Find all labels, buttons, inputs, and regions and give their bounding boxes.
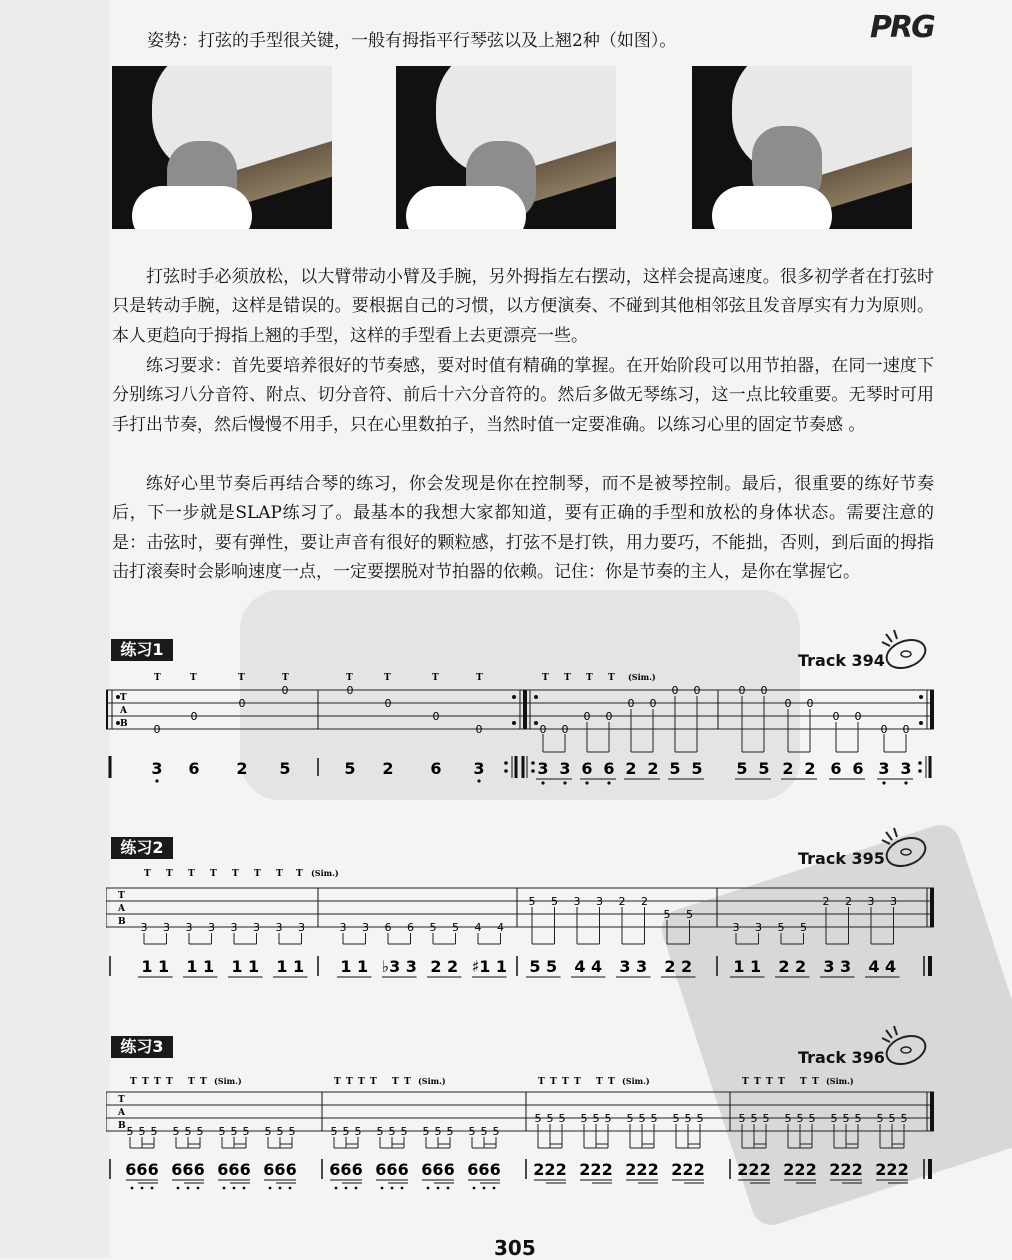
t-mark: T [346, 1077, 353, 1087]
t-mark: T [404, 1077, 411, 1087]
tab-fret: 5 [150, 1125, 158, 1138]
exercise-1-jianpu [106, 752, 934, 792]
jianpu-group: 666 [375, 1160, 409, 1179]
jianpu-note: 5 [669, 759, 681, 778]
tab-fret: 5 [376, 1125, 384, 1138]
exercise-3-label: 练习3 [111, 1036, 173, 1058]
tab-fret: 5 [558, 1112, 566, 1125]
low-octave-dot [289, 1187, 292, 1190]
t-mark: T [190, 673, 197, 683]
jianpu-pair: ♭3 3 [381, 957, 417, 976]
tab-fret: 5 [288, 1125, 296, 1138]
low-octave-dot [427, 1187, 430, 1190]
tab-fret: 0 [832, 710, 840, 723]
low-octave-dot [391, 1187, 394, 1190]
tab-fret: 5 [830, 1112, 838, 1125]
tab-letter: B [120, 719, 128, 729]
jianpu-note: 2 [804, 759, 816, 778]
tab-fret: 6 [384, 921, 392, 934]
tab-fret: 0 [627, 697, 635, 710]
jianpu-note: 3 [900, 759, 912, 778]
t-mark: T [210, 869, 217, 879]
jianpu-pair: 4 4 [868, 957, 897, 976]
cd-icon [880, 628, 930, 672]
tab-fret: 3 [163, 921, 170, 934]
tab-fret: 5 [196, 1125, 204, 1138]
tab-fret: 3 [253, 921, 260, 934]
jianpu-note: 6 [830, 759, 842, 778]
exercise-1-label: 练习1 [111, 639, 173, 661]
tab-fret: 0 [671, 684, 679, 697]
tab-fret: 5 [342, 1125, 350, 1138]
jianpu-pair: 3 3 [823, 957, 852, 976]
photo-thumb-parallel [112, 66, 332, 229]
tab-fret: 3 [867, 895, 875, 908]
tab-fret: 5 [218, 1125, 226, 1138]
track-394-label: Track 394 [798, 651, 885, 670]
tab-fret: 3 [208, 921, 215, 934]
jianpu-note: 2 [782, 759, 794, 778]
tab-fret: 5 [330, 1125, 338, 1138]
page-number: 305 [494, 1236, 536, 1260]
exercise-2-label: 练习2 [111, 837, 173, 859]
tab-fret: 0 [760, 684, 768, 697]
t-mark: T [130, 1077, 137, 1087]
jianpu-pair: 1 1 [733, 957, 762, 976]
low-octave-dot [187, 1187, 190, 1190]
sim-label: (Sim.) [826, 1076, 854, 1086]
tab-fret: 0 [583, 710, 591, 723]
t-mark: T [800, 1077, 807, 1087]
t-mark: T [476, 673, 483, 683]
t-mark: T [346, 673, 353, 683]
jianpu-group: 222 [783, 1160, 817, 1179]
t-mark: T [392, 1077, 399, 1087]
sim-label: (Sim.) [628, 672, 656, 682]
jianpu-note: 5 [691, 759, 703, 778]
tab-fret: 5 [663, 908, 671, 921]
t-mark: T [370, 1077, 377, 1087]
paragraph-3: 练好心里节奏后再结合琴的练习，你会发现是你在控制琴，而不是被琴控制。最后，很重要的练好节奏后，下一步就是SLAP练习了。最基本的我想大家都知道，要有正确的手型和放松的身体状态。需要注意的是：击弦时，要有弹性，要让声音有很好的颗粒感，打弦不是打铁，用力要巧，不能拙，否则，到后面的拇指击打滚奏时会影响速度一点，一定要摆脱对节拍器的依赖。记住：你是节奏的主人，是你在掌握它。 [112, 474, 934, 582]
tab-fret: 3 [140, 921, 148, 934]
jianpu-group: 222 [579, 1160, 613, 1179]
low-octave-dot [279, 1187, 282, 1190]
tab-fret: 5 [738, 1112, 746, 1125]
jianpu-group: 666 [217, 1160, 251, 1179]
tab-fret: 0 [880, 723, 888, 736]
jianpu-note: 5 [344, 759, 356, 778]
t-mark: T [542, 673, 549, 683]
jianpu-note: 5 [758, 759, 770, 778]
jianpu-pair: 2 2 [778, 957, 807, 976]
tab-fret: 0 [432, 710, 440, 723]
low-octave-dot [269, 1187, 272, 1190]
tab-fret: 0 [153, 723, 161, 736]
tab-fret: 5 [762, 1112, 770, 1125]
tab-letter: T [118, 891, 125, 901]
tab-fret: 5 [400, 1125, 408, 1138]
low-octave-dot [483, 1187, 486, 1190]
jianpu-note: 6 [430, 759, 442, 778]
tab-fret: 5 [276, 1125, 284, 1138]
tab-fret: 5 [684, 1112, 692, 1125]
tab-fret: 5 [638, 1112, 646, 1125]
jianpu-group: 666 [467, 1160, 501, 1179]
t-mark: T [358, 1077, 365, 1087]
tab-fret: 5 [230, 1125, 238, 1138]
tab-fret: 5 [184, 1125, 192, 1138]
sim-label: (Sim.) [418, 1076, 446, 1086]
track-395-label: Track 395 [798, 849, 885, 868]
low-octave-dot [473, 1187, 476, 1190]
jianpu-note: 3 [878, 759, 890, 778]
paragraph-2: 练习要求：首先要培养很好的节奏感，要对时值有精确的掌握。在开始阶段可以用节拍器，在同一速度下分别练习八分音符、附点、切分音符、前后十六分音符的。然后多做无琴练习，这一点比较重要。无琴时可用手打出节奏，然后慢慢不用手，只在心里数拍子，当然时值一定要准确。以练习心里的固定节奏感 。 [112, 356, 934, 435]
t-mark: T [276, 869, 283, 879]
tab-fret: 3 [362, 921, 369, 934]
tab-fret: 2 [618, 895, 626, 908]
sim-label: (Sim.) [311, 868, 339, 878]
jianpu-group: 666 [125, 1160, 159, 1179]
jianpu-pair: 1 1 [276, 957, 305, 976]
tab-fret: 0 [281, 684, 289, 697]
t-mark: T [432, 673, 439, 683]
tab-fret: 5 [534, 1112, 542, 1125]
cd-icon [880, 826, 930, 870]
t-mark: T [144, 869, 151, 879]
tab-fret: 5 [551, 895, 558, 908]
jianpu-group: 222 [533, 1160, 567, 1179]
t-mark: T [586, 673, 593, 683]
tab-fret: 0 [561, 723, 569, 736]
tab-fret: 5 [777, 921, 785, 934]
jianpu-note: 5 [736, 759, 748, 778]
low-octave-dot [131, 1187, 134, 1190]
tab-fret: 5 [242, 1125, 250, 1138]
t-mark: T [778, 1077, 785, 1087]
t-mark: T [812, 1077, 819, 1087]
low-octave-dot [345, 1187, 348, 1190]
jianpu-note: 6 [581, 759, 593, 778]
low-octave-dot [141, 1187, 144, 1190]
tab-fret: 5 [528, 895, 536, 908]
jianpu-pair: 3 3 [619, 957, 648, 976]
sim-label: (Sim.) [622, 1076, 650, 1086]
tab-fret: 3 [755, 921, 762, 934]
low-octave-dot [243, 1187, 246, 1190]
tab-fret: 5 [900, 1112, 908, 1125]
tab-fret: 5 [626, 1112, 634, 1125]
photo-thumb-raised [692, 66, 912, 229]
tab-fret: 3 [298, 921, 305, 934]
tab-fret: 3 [573, 895, 581, 908]
tab-fret: 5 [388, 1125, 396, 1138]
tab-fret: 5 [468, 1125, 476, 1138]
tab-fret: 0 [693, 684, 701, 697]
tab-fret: 5 [800, 921, 807, 934]
tab-fret: 5 [354, 1125, 362, 1138]
jianpu-note: 3 [537, 759, 549, 778]
tab-fret: 2 [641, 895, 648, 908]
tab-fret: 0 [238, 697, 246, 710]
t-mark: T [166, 1077, 173, 1087]
t-mark: T [296, 869, 303, 879]
t-mark: T [564, 673, 571, 683]
t-mark: T [282, 673, 289, 683]
tab-fret: 0 [475, 723, 483, 736]
tab-fret: 0 [605, 710, 613, 723]
tab-fret: 5 [434, 1125, 442, 1138]
tab-fret: 5 [480, 1125, 488, 1138]
t-mark: T [766, 1077, 773, 1087]
tab-fret: 5 [650, 1112, 658, 1125]
low-octave-dot [401, 1187, 404, 1190]
tab-fret: 5 [429, 921, 437, 934]
t-mark: T [188, 869, 195, 879]
low-octave-dot [381, 1187, 384, 1190]
tab-fret: 5 [888, 1112, 896, 1125]
tab-fret: 5 [446, 1125, 454, 1138]
t-mark: T [200, 1077, 207, 1087]
t-mark: T [608, 1077, 615, 1087]
tab-fret: 3 [185, 921, 193, 934]
jianpu-group: 666 [421, 1160, 455, 1179]
t-mark: T [742, 1077, 749, 1087]
tab-fret: 3 [890, 895, 897, 908]
tab-fret: 5 [452, 921, 459, 934]
tab-fret: 6 [407, 921, 414, 934]
tab-fret: 5 [876, 1112, 884, 1125]
t-mark: T [596, 1077, 603, 1087]
jianpu-group: 222 [625, 1160, 659, 1179]
low-octave-dot [355, 1187, 358, 1190]
tab-fret: 2 [845, 895, 852, 908]
tab-fret: 3 [339, 921, 347, 934]
tab-fret: 5 [784, 1112, 792, 1125]
low-octave-dot [437, 1187, 440, 1190]
corner-logo: PRG [870, 10, 934, 45]
tab-fret: 0 [384, 697, 392, 710]
tab-fret: 5 [422, 1125, 430, 1138]
tab-fret: 5 [854, 1112, 862, 1125]
tab-fret: 5 [796, 1112, 804, 1125]
paragraph-1: 打弦时手必须放松，以大臂带动小臂及手腕，另外拇指左右摆动，这样会提高速度。很多初学者在打弦时只是转动手腕，这样是错误的。要根据自己的习惯，以方便演奏、不碰到其他相邻弦且发音厚实有力为原则。本人更趋向于拇指上翘的手型，这样的手型看上去更漂亮一些。 [112, 267, 934, 346]
tab-fret: 3 [596, 895, 603, 908]
tab-fret: 0 [854, 710, 862, 723]
exercise-2-jianpu [106, 952, 934, 986]
cd-icon [880, 1024, 930, 1068]
jianpu-note: 6 [852, 759, 864, 778]
jianpu-group: 222 [671, 1160, 705, 1179]
jianpu-note: 3 [151, 759, 163, 778]
jianpu-group: 222 [829, 1160, 863, 1179]
tab-fret: 5 [492, 1125, 500, 1138]
jianpu-pair: 2 2 [664, 957, 693, 976]
low-octave-dot [223, 1187, 226, 1190]
t-mark: T [562, 1077, 569, 1087]
t-mark: T [188, 1077, 195, 1087]
jianpu-note: 2 [647, 759, 659, 778]
jianpu-group: 666 [329, 1160, 363, 1179]
tab-fret: 5 [842, 1112, 850, 1125]
t-mark: T [574, 1077, 581, 1087]
tab-fret: 5 [696, 1112, 704, 1125]
tab-fret: 0 [902, 723, 910, 736]
tab-fret: 5 [604, 1112, 612, 1125]
jianpu-pair: 1 1 [340, 957, 369, 976]
jianpu-note: 6 [603, 759, 615, 778]
t-mark: T [754, 1077, 761, 1087]
jianpu-pair: 5 5 [529, 957, 558, 976]
t-mark: T [238, 673, 245, 683]
tab-fret: 4 [474, 921, 482, 934]
exercise-2-staff [106, 866, 934, 948]
jianpu-note: 2 [382, 759, 394, 778]
tab-letter: B [118, 1121, 126, 1131]
tab-fret: 0 [539, 723, 547, 736]
tab-fret: 0 [806, 697, 814, 710]
tab-fret: 0 [738, 684, 746, 697]
tab-letter: A [118, 904, 125, 914]
tab-fret: 0 [784, 697, 792, 710]
tab-fret: 2 [822, 895, 830, 908]
t-mark: T [334, 1077, 341, 1087]
tab-fret: 5 [580, 1112, 588, 1125]
jianpu-note: 2 [236, 759, 248, 778]
t-mark: T [550, 1077, 557, 1087]
photo-caption: 姿势：打弦的手型很关键，一般有拇指平行琴弦以及上翘2种（如图）。 [147, 31, 677, 51]
exercise-3-staff [106, 1070, 934, 1150]
exercise-3-jianpu [106, 1155, 934, 1195]
jianpu-pair: 2 2 [430, 957, 459, 976]
t-mark: T [166, 869, 173, 879]
tab-fret: 3 [275, 921, 283, 934]
jianpu-group: 222 [737, 1160, 771, 1179]
t-mark: T [154, 1077, 161, 1087]
sim-label: (Sim.) [214, 1076, 242, 1086]
t-mark: T [154, 673, 161, 683]
t-mark: T [254, 869, 261, 879]
tab-fret: 0 [346, 684, 354, 697]
jianpu-pair: 1 1 [231, 957, 260, 976]
tab-fret: 3 [732, 921, 740, 934]
jianpu-note: 3 [473, 759, 485, 778]
jianpu-pair: ♯1 1 [471, 957, 508, 976]
tab-fret: 5 [172, 1125, 180, 1138]
tab-letter: T [118, 1095, 125, 1105]
jianpu-note: 2 [625, 759, 637, 778]
jianpu-group: 222 [875, 1160, 909, 1179]
tab-letter: A [118, 1108, 125, 1118]
jianpu-note: 5 [279, 759, 291, 778]
t-mark: T [384, 673, 391, 683]
low-octave-dot [151, 1187, 154, 1190]
t-mark: T [538, 1077, 545, 1087]
t-mark: T [142, 1077, 149, 1087]
t-mark: T [232, 869, 239, 879]
low-octave-dot [493, 1187, 496, 1190]
low-octave-dot [447, 1187, 450, 1190]
tab-fret: 5 [672, 1112, 680, 1125]
tab-fret: 5 [546, 1112, 554, 1125]
jianpu-note: 3 [559, 759, 571, 778]
photo-thumb-middle [396, 66, 616, 229]
jianpu-pair: 4 4 [574, 957, 603, 976]
jianpu-pair: 1 1 [186, 957, 215, 976]
tab-fret: 5 [264, 1125, 272, 1138]
jianpu-group: 666 [171, 1160, 205, 1179]
tab-letter: T [120, 693, 127, 703]
tab-fret: 0 [190, 710, 198, 723]
tab-fret: 3 [230, 921, 238, 934]
tab-fret: 5 [592, 1112, 600, 1125]
background-smudge [0, 0, 110, 1258]
t-mark: T [608, 673, 615, 683]
tab-letter: B [118, 917, 126, 927]
tab-fret: 5 [686, 908, 693, 921]
tab-fret: 0 [649, 697, 657, 710]
tab-fret: 5 [750, 1112, 758, 1125]
tab-fret: 5 [138, 1125, 146, 1138]
low-octave-dot [335, 1187, 338, 1190]
low-octave-dot [197, 1187, 200, 1190]
tab-fret: 5 [126, 1125, 134, 1138]
track-396-label: Track 396 [798, 1048, 885, 1067]
low-octave-dot [177, 1187, 180, 1190]
tab-fret: 4 [497, 921, 504, 934]
jianpu-group: 666 [263, 1160, 297, 1179]
tab-fret: 5 [808, 1112, 816, 1125]
jianpu-note: 6 [188, 759, 200, 778]
tab-letter: A [120, 706, 127, 716]
jianpu-pair: 1 1 [141, 957, 170, 976]
low-octave-dot [233, 1187, 236, 1190]
